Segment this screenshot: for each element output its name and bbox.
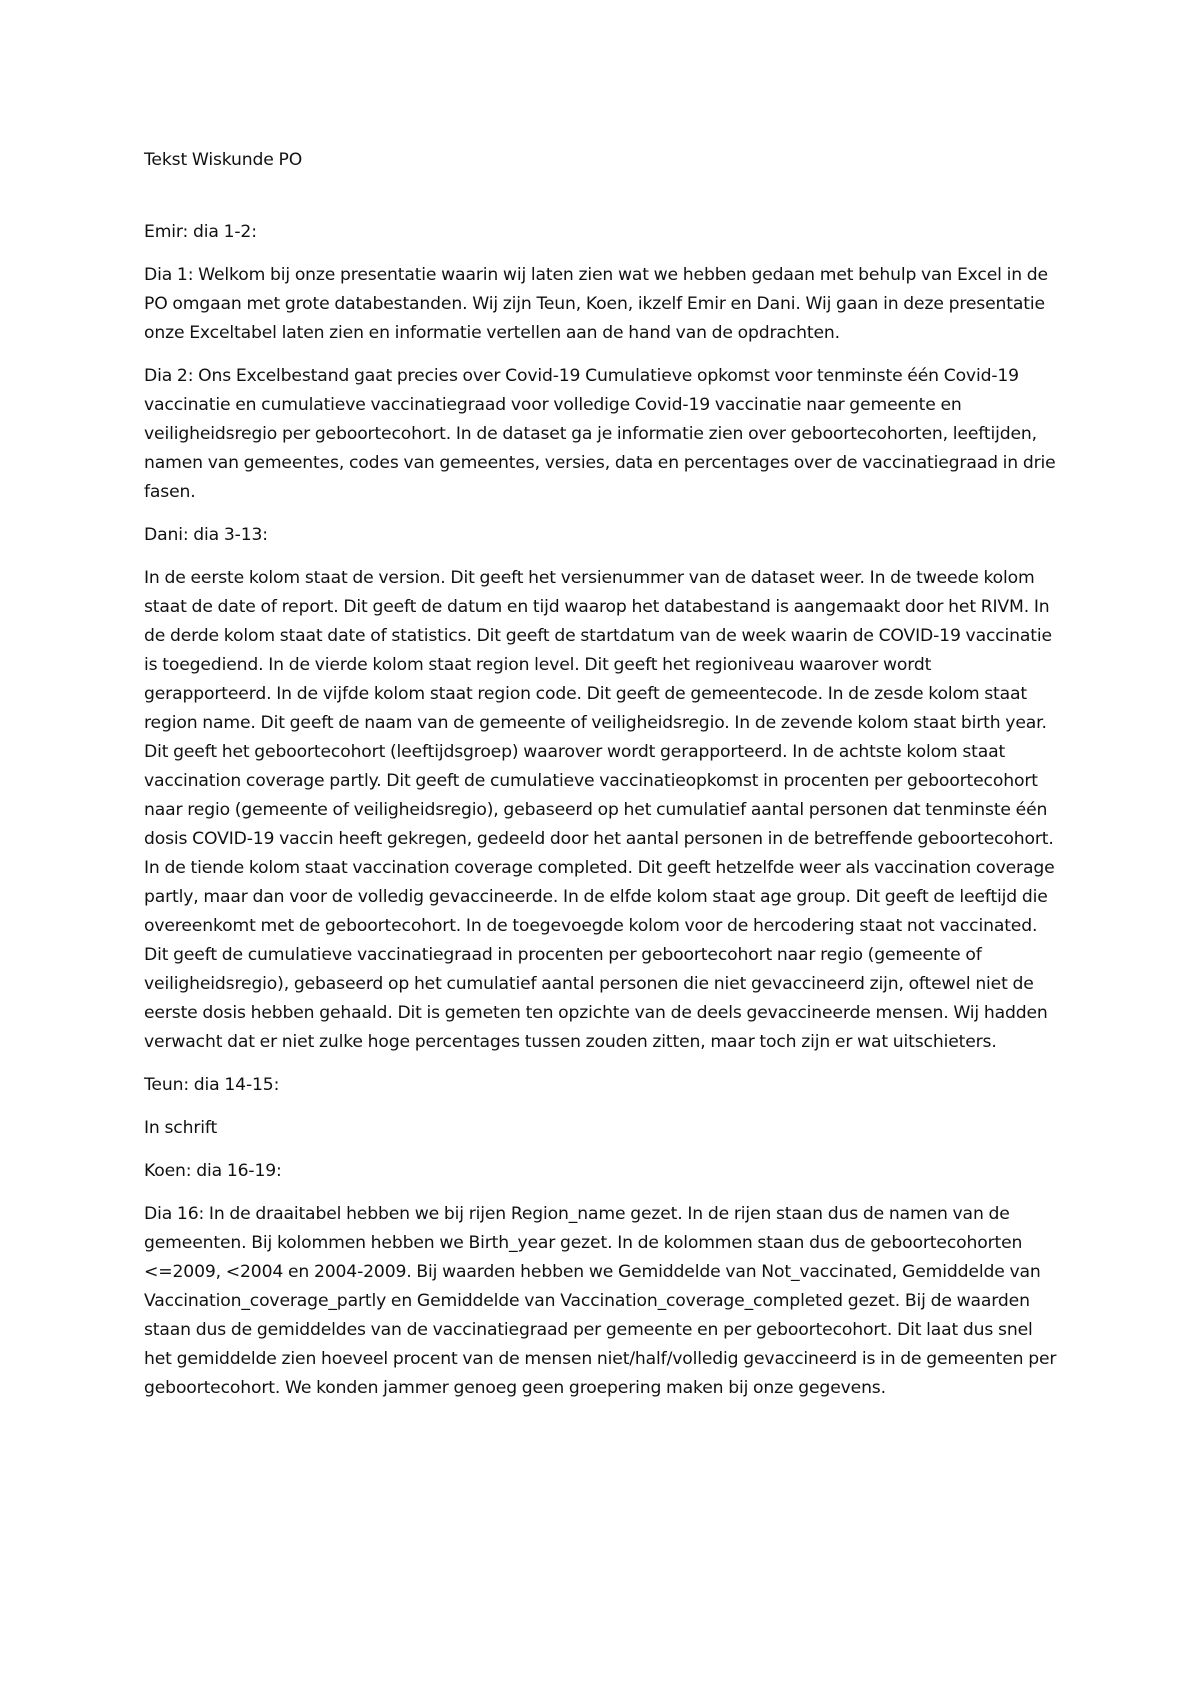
paragraph-dia-16: Dia 16: In de draaitabel hebben we bij rijen Region_name gezet. In de rijen staan dus de namen van de gemeenten. Bij kolommen hebben we Birth_year gezet. In de kolommen staan dus de geboortecohorten <=2009, <2004 en 2004-2009. Bij waarden hebben we Gemiddelde van Not_vaccinated, Gemiddelde van Vaccination_coverage_partly en Gemiddelde van Vaccination_coverage_completed gezet. Bij de waarden staan dus de gemiddeldes van de vaccinatiegraad per gemeente en per geboortecohort. Dit laat dus snel het gemiddelde zien hoeveel procent van de mensen niet/half/volledig gevaccineerd is in de gemeenten per geboortecohort. We konden jammer genoeg geen groepering maken bij onze gegevens. bbox=[144, 1204, 1057, 1398]
paragraph-dia-3-13: In de eerste kolom staat de version. Dit geeft het versienummer van de dataset weer. In de tweede kolom staat de date of report. Dit geeft de datum en tijd waarop het databestand is aangemaakt door het RIVM. In de derde kolom staat date of statistics. Dit geeft de startdatum van de week waarin de COVID-19 vaccinatie is toegediend. In de vierde kolom staat region level. Dit geeft het regioniveau waarover wordt gerapporteerd. In de vijfde kolom staat region code. Dit geeft de gemeentecode. In de zesde kolom staat region name. Dit geeft de naam van de gemeente of veiligheidsregio. In de zevende kolom staat birth year. Dit geeft het geboortecohort (leeftijdsgroep) waarover wordt gerapporteerd. In de achtste kolom staat vaccination coverage partly. Dit geeft de cumulatieve vaccinatieopkomst in procenten per geboortecohort naar regio (gemeente of veiligheidsregio), gebaseerd op het cumulatief aantal personen dat tenminste één dosis COVID-19 vaccin heeft gekregen, gedeeld door het aantal personen in de betreffende geboortecohort. In de tiende kolom staat vaccination coverage completed. Dit geeft hetzelfde weer als vaccination coverage partly, maar dan voor de volledig gevaccineerde. In de elfde kolom staat age group. Dit geeft de leeftijd die overeenkomt met de geboortecohort. In de toegevoegde kolom voor de hercodering staat not vaccinated. Dit geeft de cumulatieve vaccinatiegraad in procenten per geboortecohort naar regio (gemeente of veiligheidsregio), gebaseerd op het cumulatief aantal personen die niet gevaccineerd zijn, oftewel niet de eerste dosis hebben gehaald. Dit is gemeten ten opzichte van de deels gevaccineerde mensen. Wij hadden verwacht dat er niet zulke hoge percentages tussen zouden zitten, maar toch zijn er wat uitschieters. bbox=[144, 568, 1055, 1052]
section-heading-emir: Emir: dia 1-2: bbox=[144, 222, 257, 242]
paragraph-dia-1: Dia 1: Welkom bij onze presentatie waarin wij laten zien wat we hebben gedaan met behulp van Excel in de PO omgaan met grote databestanden. Wij zijn Teun, Koen, ikzelf Emir en Dani. Wij gaan in deze presentatie onze Exceltabel laten zien en informatie vertellen aan de hand van de opdrachten. bbox=[144, 265, 1048, 343]
document-body bbox=[144, 146, 1062, 1417]
paragraph-in-schrift: In schrift bbox=[144, 1118, 218, 1138]
section-heading-koen: Koen: dia 16-19: bbox=[144, 1161, 282, 1181]
document-title: Tekst Wiskunde PO bbox=[144, 150, 303, 170]
section-heading-dani: Dani: dia 3-13: bbox=[144, 525, 268, 545]
section-heading-teun: Teun: dia 14-15: bbox=[144, 1075, 280, 1095]
paragraph-dia-2: Dia 2: Ons Excelbestand gaat precies over Covid-19 Cumulatieve opkomst voor tenminste één Covid-19 vaccinatie en cumulatieve vaccinatiegraad voor volledige Covid-19 vaccinatie naar gemeente en veiligheidsregio per geboortecohort. In de dataset ga je informatie zien over geboortecohorten, leeftijden, namen van gemeentes, codes van gemeentes, versies, data en percentages over de vaccinatiegraad in drie fasen. bbox=[144, 366, 1056, 502]
